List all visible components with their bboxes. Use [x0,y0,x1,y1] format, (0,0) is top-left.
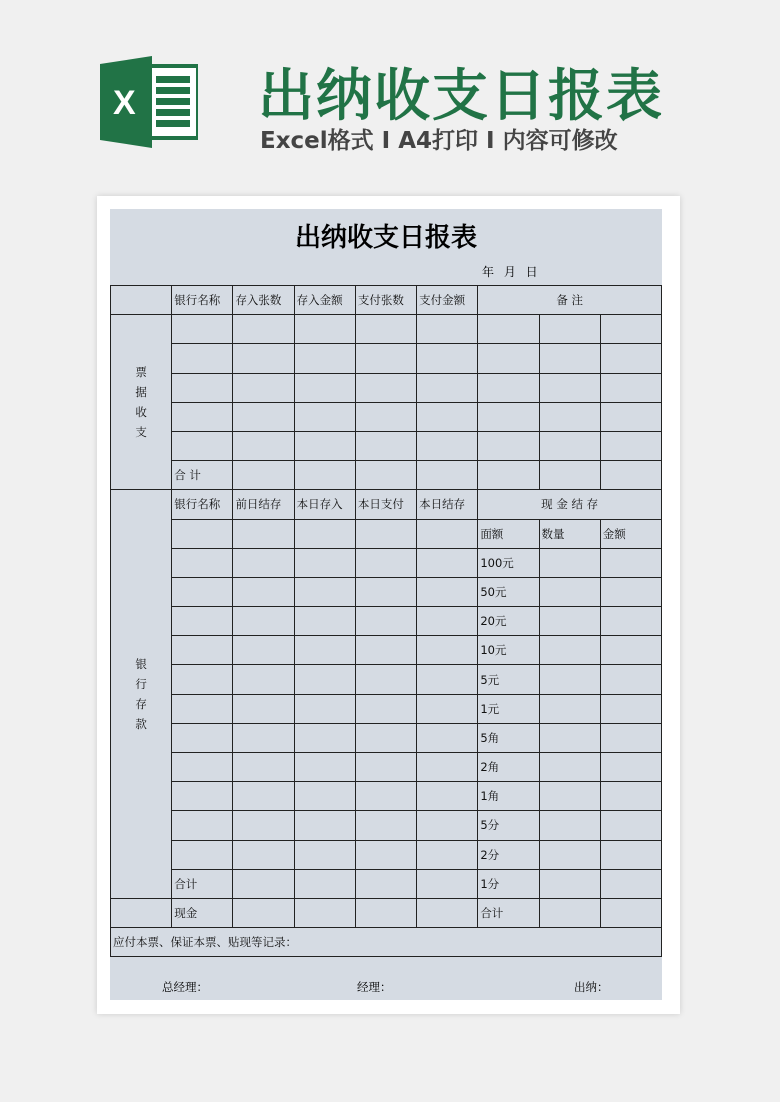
denomination-cell[interactable]: 20元 [478,607,539,636]
column-header[interactable]: 支付金额 [417,286,478,315]
table-cell[interactable] [172,811,233,840]
table-cell[interactable] [539,811,600,840]
column-header[interactable]: 银行名称 [172,286,233,315]
table-cell[interactable] [294,315,355,344]
table-cell[interactable] [600,636,661,665]
table-cell[interactable] [233,402,294,431]
table-cell[interactable] [233,694,294,723]
table-cell[interactable] [417,548,478,577]
table-row [111,373,662,402]
table-row [111,928,662,957]
table-cell[interactable] [172,373,233,402]
table-cell[interactable] [294,723,355,752]
table-cell[interactable] [417,869,478,898]
table-row [111,577,662,606]
table-cell[interactable] [600,665,661,694]
table-cell[interactable] [539,694,600,723]
table-row [111,723,662,752]
table-cell[interactable] [233,577,294,606]
table-row [111,344,662,373]
table-cell[interactable] [355,840,416,869]
table-cell[interactable] [172,694,233,723]
table-cell[interactable] [539,431,600,460]
table-cell[interactable] [172,665,233,694]
table-row [111,548,662,577]
table-row [111,461,662,490]
table-cell[interactable] [417,577,478,606]
table-cell[interactable] [417,782,478,811]
table-cell[interactable] [233,753,294,782]
table-cell[interactable] [417,753,478,782]
column-header[interactable]: 存入张数 [233,286,294,315]
column-header[interactable]: 银行名称 [172,490,233,519]
table-cell[interactable] [294,665,355,694]
table-row [111,286,662,315]
denomination-cell[interactable]: 1分 [478,869,539,898]
column-header[interactable]: 本日存入 [294,490,355,519]
denomination-cell[interactable]: 5分 [478,811,539,840]
table-cell[interactable] [172,344,233,373]
table-cell[interactable] [539,898,600,927]
table-cell[interactable] [417,694,478,723]
table-cell[interactable] [233,636,294,665]
table-cell[interactable] [172,548,233,577]
table-cell[interactable] [539,344,600,373]
table-cell[interactable] [539,373,600,402]
table-cell[interactable] [355,431,416,460]
table-cell[interactable] [539,461,600,490]
table-cell[interactable] [172,519,233,548]
column-header[interactable]: 本日结存 [417,490,478,519]
table-cell[interactable] [478,344,539,373]
table-cell[interactable] [233,723,294,752]
table-cell[interactable] [172,753,233,782]
section-label: 票据收支 [135,365,147,440]
table-cell[interactable] [355,548,416,577]
table-cell[interactable] [233,519,294,548]
table-cell[interactable] [233,548,294,577]
remarks-cell[interactable]: 应付本票、保证本票、贴现等记录： [111,928,662,957]
table-cell[interactable] [172,607,233,636]
table-cell[interactable] [539,869,600,898]
table-row [111,519,662,548]
table-cell[interactable] [294,519,355,548]
column-header[interactable]: 支付张数 [355,286,416,315]
section-label: 银行存款 [135,657,147,732]
table-cell[interactable] [294,869,355,898]
table-cell[interactable] [539,636,600,665]
banner-subtitle: Excel格式 I A4打印 I 内容可修改 [260,128,618,154]
table-cell[interactable] [600,461,661,490]
denomination-cell[interactable]: 2分 [478,840,539,869]
table-row [111,636,662,665]
table-cell[interactable] [355,577,416,606]
table-cell[interactable] [417,344,478,373]
signature-cashier: 出纳： [574,980,609,994]
column-header[interactable]: 前日结存 [233,490,294,519]
table-cell[interactable] [233,811,294,840]
table-cell[interactable] [600,607,661,636]
table-cell[interactable] [600,548,661,577]
table-cell[interactable] [600,344,661,373]
column-header[interactable]: 金额 [600,519,661,548]
table-cell[interactable] [111,898,172,927]
table-cell[interactable] [294,577,355,606]
table-row [111,315,662,344]
table-row [111,753,662,782]
table-cell[interactable] [172,577,233,606]
table-cell[interactable] [111,286,172,315]
table-cell[interactable] [294,373,355,402]
table-cell[interactable] [355,665,416,694]
column-header[interactable]: 数量 [539,519,600,548]
table-cell[interactable] [600,898,661,927]
table-cell[interactable] [478,461,539,490]
table-cell[interactable] [539,782,600,811]
table-cell[interactable] [600,811,661,840]
table-cell[interactable] [539,753,600,782]
table-row [111,782,662,811]
table-cell[interactable] [600,753,661,782]
denomination-cell[interactable]: 5元 [478,665,539,694]
table-cell[interactable] [294,782,355,811]
table-cell[interactable] [172,402,233,431]
spreadsheet [110,209,662,1000]
table-cell[interactable] [294,607,355,636]
cash-total-label[interactable]: 合计 [478,898,539,927]
table-cell[interactable] [539,840,600,869]
sheet-title: 出纳收支日报表 [294,223,477,253]
denomination-cell[interactable]: 1元 [478,694,539,723]
table-cell[interactable] [355,636,416,665]
table-cell[interactable] [172,431,233,460]
table-cell[interactable] [417,811,478,840]
table-row [111,840,662,869]
date-label: 年 月 日 [482,265,538,279]
table-cell[interactable] [233,373,294,402]
table-row [111,811,662,840]
table-cell[interactable] [478,373,539,402]
table-cell[interactable] [294,548,355,577]
table-cell[interactable] [539,665,600,694]
table-row [111,607,662,636]
table-cell[interactable] [355,402,416,431]
table-cell[interactable] [355,461,416,490]
table-cell[interactable] [417,461,478,490]
table-cell[interactable] [417,723,478,752]
table-cell[interactable] [539,577,600,606]
table-cell[interactable] [478,315,539,344]
table-cell[interactable] [600,315,661,344]
table-cell[interactable] [355,315,416,344]
table-cell[interactable] [539,315,600,344]
denomination-cell[interactable]: 50元 [478,577,539,606]
excel-logo-icon [100,56,198,148]
table-cell[interactable] [355,869,416,898]
table-row [111,665,662,694]
table-cell[interactable] [600,723,661,752]
table-cell[interactable] [233,431,294,460]
report-table [110,285,662,957]
table-row [111,402,662,431]
table-cell[interactable] [600,782,661,811]
table-cell[interactable] [294,402,355,431]
table-cell[interactable] [233,869,294,898]
table-cell[interactable] [294,811,355,840]
signature-gm: 总经理： [162,980,208,994]
svg-text:X: X [113,84,136,122]
table-cell[interactable] [539,607,600,636]
table-cell[interactable] [600,694,661,723]
table-cell[interactable] [172,723,233,752]
table-cell[interactable] [600,840,661,869]
banner-title: 出纳收支日报表 [258,64,664,129]
denomination-cell[interactable]: 2角 [478,753,539,782]
table-cell[interactable] [417,315,478,344]
column-header[interactable]: 本日支付 [355,490,416,519]
table-cell[interactable] [294,636,355,665]
table-cell[interactable] [294,694,355,723]
table-cell[interactable] [294,344,355,373]
table-cell[interactable] [355,344,416,373]
table-cell[interactable] [233,665,294,694]
table-cell[interactable] [355,723,416,752]
table-row [111,898,662,927]
table-cell[interactable] [294,461,355,490]
table-cell[interactable] [233,898,294,927]
table-row [111,490,662,519]
table-cell[interactable] [172,840,233,869]
section-cell[interactable] [111,490,172,899]
table-cell[interactable] [417,402,478,431]
signature-manager: 经理： [357,980,392,994]
table-cell[interactable] [417,373,478,402]
table-cell[interactable] [294,753,355,782]
column-header[interactable]: 存入金额 [294,286,355,315]
table-cell[interactable] [600,869,661,898]
table-cell[interactable] [355,519,416,548]
table-cell[interactable] [172,315,233,344]
column-header[interactable]: 面额 [478,519,539,548]
table-cell[interactable] [233,461,294,490]
table-cell[interactable] [355,811,416,840]
table-cell[interactable] [233,782,294,811]
table-cell[interactable] [539,402,600,431]
table-cell[interactable] [355,753,416,782]
table-cell[interactable] [417,665,478,694]
table-cell[interactable] [294,840,355,869]
table-cell[interactable] [600,402,661,431]
table-cell[interactable] [478,402,539,431]
table-cell[interactable] [600,431,661,460]
table-cell[interactable] [294,898,355,927]
table-cell[interactable] [172,782,233,811]
table-cell[interactable] [233,344,294,373]
table-row [111,694,662,723]
table-cell[interactable] [600,373,661,402]
table-cell[interactable] [539,723,600,752]
column-header[interactable]: 现 金 结 存 [478,490,662,519]
total-label[interactable]: 合 计 [172,461,233,490]
table-cell[interactable] [600,577,661,606]
table-row [111,431,662,460]
table-cell[interactable] [355,607,416,636]
table-cell[interactable] [233,607,294,636]
table-cell[interactable] [417,519,478,548]
table-cell[interactable] [539,548,600,577]
table-cell[interactable] [172,636,233,665]
table-cell[interactable] [478,431,539,460]
denomination-cell[interactable]: 1角 [478,782,539,811]
total-label[interactable]: 合计 [172,869,233,898]
table-cell[interactable] [417,607,478,636]
table-cell[interactable] [417,898,478,927]
denomination-cell[interactable]: 100元 [478,548,539,577]
column-header[interactable]: 备 注 [478,286,662,315]
table-cell[interactable] [355,782,416,811]
table-cell[interactable] [233,315,294,344]
table-cell[interactable] [233,840,294,869]
table-cell[interactable] [417,636,478,665]
table-cell[interactable] [294,431,355,460]
table-row [111,869,662,898]
table-cell[interactable] [417,431,478,460]
denomination-cell[interactable]: 10元 [478,636,539,665]
table-cell[interactable] [355,373,416,402]
section-cell[interactable] [111,315,172,490]
cash-label[interactable]: 现金 [172,898,233,927]
table-cell[interactable] [355,694,416,723]
denomination-cell[interactable]: 5角 [478,723,539,752]
table-cell[interactable] [417,840,478,869]
table-cell[interactable] [355,898,416,927]
